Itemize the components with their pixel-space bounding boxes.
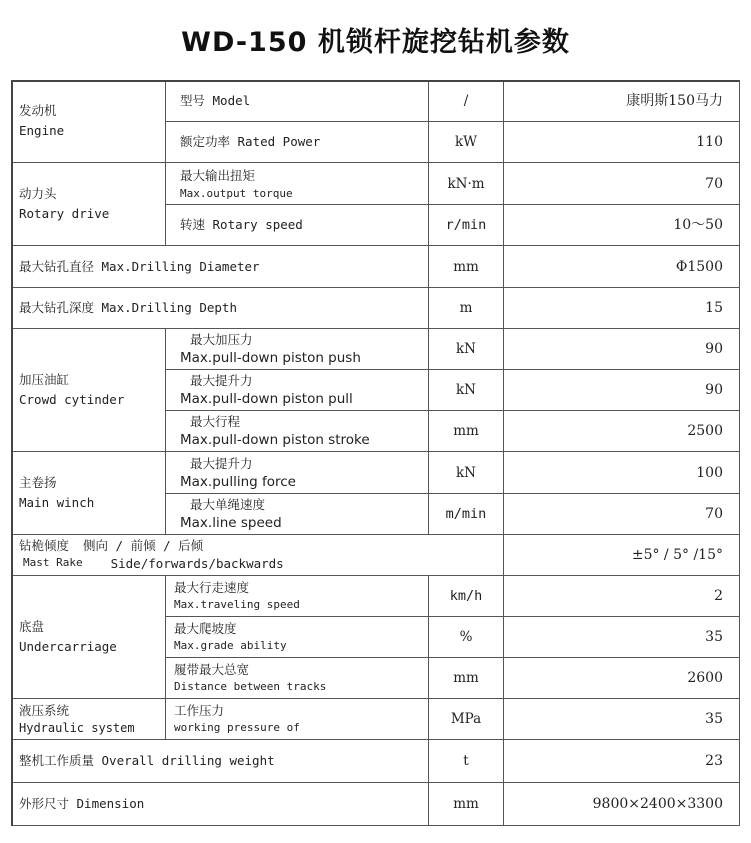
row-depth-unit: m bbox=[429, 288, 504, 329]
group-label-en: Main winch bbox=[19, 495, 95, 510]
group-label-en: Engine bbox=[19, 123, 65, 138]
row-stroke-label: 最大行程 Max.pull-down piston stroke bbox=[166, 411, 429, 452]
row-power-unit: kW bbox=[429, 122, 504, 163]
row-travel-unit: km/h bbox=[429, 576, 504, 617]
row-travel-value: 2 bbox=[504, 576, 740, 617]
row-pressure-value: 35 bbox=[504, 699, 740, 740]
row-pressure-label: 工作压力 working pressure of bbox=[166, 699, 429, 740]
row-model-unit: / bbox=[429, 80, 504, 122]
row-travel-label: 最大行走速度 Max.traveling speed bbox=[166, 576, 429, 617]
row-stroke-unit: mm bbox=[429, 411, 504, 452]
row-push-label: 最大加压力 Max.pull-down piston push bbox=[166, 329, 429, 370]
row-push-value: 90 bbox=[504, 329, 740, 370]
group-label-zh: 主卷扬 bbox=[19, 475, 57, 490]
row-pulling-label: 最大提升力 Max.pulling force bbox=[166, 452, 429, 494]
group-crowd bbox=[11, 329, 166, 452]
row-diameter-value: Φ1500 bbox=[504, 246, 740, 288]
row-model-value: 康明斯150马力 bbox=[504, 80, 740, 122]
group-undercarriage bbox=[11, 576, 166, 699]
row-diameter-unit: mm bbox=[429, 246, 504, 288]
spec-table bbox=[11, 80, 740, 826]
row-weight-label: 整机工作质量 Overall drilling weight bbox=[11, 740, 429, 783]
group-label-zh: 动力头 bbox=[19, 186, 57, 201]
row-line-unit: m/min bbox=[429, 494, 504, 535]
row-rake-value: ±5° / 5° /15° bbox=[504, 535, 740, 576]
row-pull-value: 90 bbox=[504, 370, 740, 411]
group-hydraulic bbox=[11, 699, 166, 740]
row-tracks-label: 履带最大总宽 Distance between tracks bbox=[166, 658, 429, 699]
group-label-en: Undercarriage bbox=[19, 639, 117, 654]
row-push-unit: kN bbox=[429, 329, 504, 370]
row-tracks-unit: mm bbox=[429, 658, 504, 699]
row-line-label: 最大单绳速度 Max.line speed bbox=[166, 494, 429, 535]
row-pull-label: 最大提升力 Max.pull-down piston pull bbox=[166, 370, 429, 411]
row-torque-value: 70 bbox=[504, 163, 740, 205]
row-diameter-label: 最大钻孔直径 Max.Drilling Diameter bbox=[11, 246, 429, 288]
row-dimension-unit: mm bbox=[429, 783, 504, 826]
row-grade-unit: % bbox=[429, 617, 504, 658]
group-winch bbox=[11, 452, 166, 535]
row-pull-unit: kN bbox=[429, 370, 504, 411]
group-label-zh: 底盘 bbox=[19, 619, 45, 634]
row-model-label: 型号 Model bbox=[166, 80, 429, 122]
group-engine bbox=[11, 80, 166, 163]
row-pressure-unit: MPa bbox=[429, 699, 504, 740]
row-torque-unit: kN·m bbox=[429, 163, 504, 205]
page-title: WD-150 机锁杆旋挖钻机参数 bbox=[181, 27, 570, 58]
row-rake-label: 钻桅倾度 侧向 / 前倾 / 后倾 Mast Rake Side/forwards/backwards bbox=[11, 535, 504, 576]
row-grade-label: 最大爬坡度 Max.grade ability bbox=[166, 617, 429, 658]
row-depth-value: 15 bbox=[504, 288, 740, 329]
row-dimension-value: 9800×2400×3300 bbox=[504, 783, 740, 826]
group-label-en: Hydraulic system bbox=[19, 721, 135, 735]
group-label-zh: 加压油缸 bbox=[19, 372, 70, 387]
row-pulling-unit: kN bbox=[429, 452, 504, 494]
row-weight-unit: t bbox=[429, 740, 504, 783]
group-rotary bbox=[11, 163, 166, 246]
group-label-zh: 发动机 bbox=[19, 103, 57, 118]
row-weight-value: 23 bbox=[504, 740, 740, 783]
row-speed-label: 转速 Rotary speed bbox=[166, 205, 429, 246]
group-label-en: Crowd cytinder bbox=[19, 392, 125, 407]
row-speed-value: 10～50 bbox=[504, 205, 740, 246]
row-dimension-label: 外形尺寸 Dimension bbox=[11, 783, 429, 826]
row-depth-label: 最大钻孔深度 Max.Drilling Depth bbox=[11, 288, 429, 329]
row-power-label: 额定功率 Rated Power bbox=[166, 122, 429, 163]
row-torque-label: 最大输出扭矩 Max.output torque bbox=[166, 163, 429, 205]
row-stroke-value: 2500 bbox=[504, 411, 740, 452]
group-label-en: Rotary drive bbox=[19, 206, 110, 221]
row-grade-value: 35 bbox=[504, 617, 740, 658]
row-pulling-value: 100 bbox=[504, 452, 740, 494]
row-speed-unit: r/min bbox=[429, 205, 504, 246]
row-power-value: 110 bbox=[504, 122, 740, 163]
group-label-zh: 液压系统 bbox=[19, 703, 70, 718]
row-tracks-value: 2600 bbox=[504, 658, 740, 699]
row-line-value: 70 bbox=[504, 494, 740, 535]
